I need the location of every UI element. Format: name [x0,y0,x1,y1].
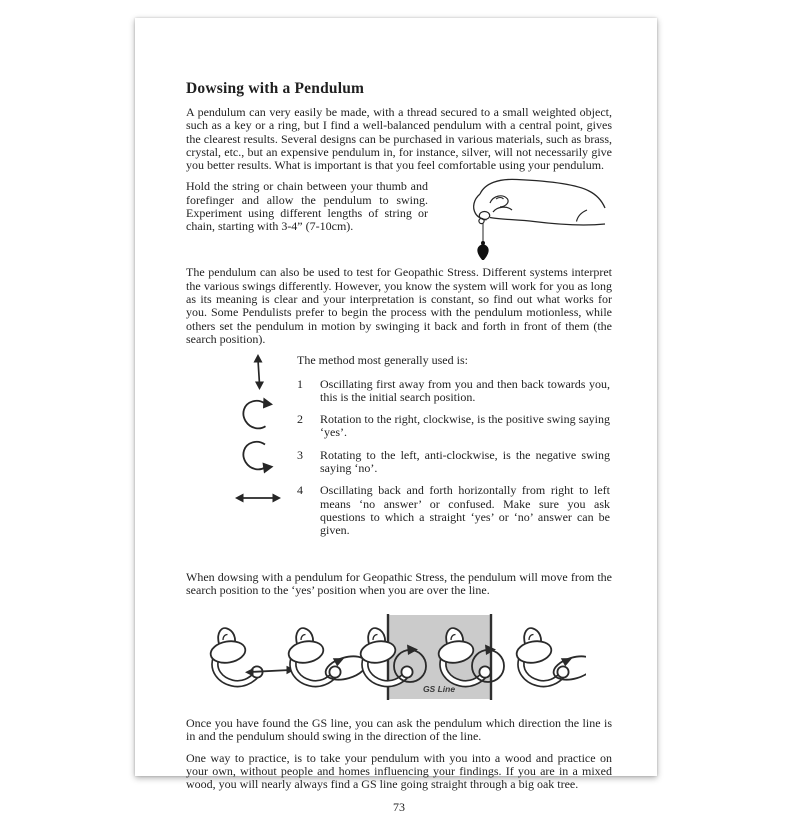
item-text: Oscillating first away from you and then back towards you, this is the initial search position. [320,376,610,404]
ellipse-swing-hand-icon [287,628,369,684]
item-number: 4 [297,483,303,498]
list-item [297,484,612,537]
list-item [297,413,612,440]
hand-holding-pendulum-icon [438,174,606,260]
swing-symbols [228,354,288,546]
practice-paragraph: One way to practice, is to take your pendulum with you into a wood and practice on your own, without people and homes influencing your findings. If you are in a mixed wood, you will nearly always find a GS line going straight through a big oak tree. [186,750,612,792]
horizontal-oscillation-arrow-icon [235,490,281,506]
item-text: Rotation to the right, clockwise, is the positive swing saying ‘yes’. [320,412,610,440]
page-number: 73 [393,799,405,814]
hold-paragraph: Hold the string or chain between your thumb and forefinger and allow the pendulum to swing. Experiment using different lengths of string or chain, starting with 3-4” (7-10cm). [186,179,428,234]
search-swing-hand-icon [209,628,295,684]
method-section [186,354,612,546]
hold-section [186,180,612,260]
intro-paragraph: A pendulum can very easily be made, with a thread secured to a small weighted object, such as a key or a ring, but I find a well-balanced pendulum with a central point, gives the clearest results. Several designs can be purchased in various materials, such as brass, crystal, etc., but an expensive pendulum in, for instance, silver, will not necessarily give you better results. What is important is that you feel comfortable using your pendulum. [186,105,612,173]
list-item [297,378,612,405]
vertical-oscillation-arrow-icon [250,354,266,390]
clockwise-rotation-arrow-icon [239,397,277,433]
page-content [135,18,657,814]
pendulum-sequence-figure [196,613,586,706]
ellipse-swing-hand-icon [515,628,586,684]
once-found-paragraph: Once you have found the GS line, you can ask the pendulum which direction the line is in and the pendulum should swing in the direction of the line. [186,716,612,744]
method-list [297,354,612,546]
anticlockwise-rotation-arrow-icon [239,438,277,474]
item-number: 3 [297,447,303,462]
method-heading: The method most generally used is: [297,353,468,368]
book-page [135,18,657,814]
item-text: Rotating to the left, anti-clockwise, is the negative swing saying ‘no’. [320,447,610,476]
item-number: 1 [297,376,303,391]
list-item [297,449,612,476]
when-dowsing-paragraph: When dowsing with a pendulum for Geopathic Stress, the pendulum will move from the search position to the ‘yes’ position when you are over the line. [186,569,612,597]
item-number: 2 [297,412,303,427]
page-title: Dowsing with a Pendulum [186,80,365,97]
item-text: Oscillating back and forth horizontally from right to left means ‘no answer’ or confused. Make sure you ask questions to which a straight ‘yes’ or ‘no’ answer can be given. [320,483,610,538]
gs-line-label: GS Line [422,684,456,695]
geopathic-paragraph: The pendulum can also be used to test for Geopathic Stress. Different systems interpret the various swings differently. However, you know the system will work for you as long as its meaning is clear and your interpretation is constant, so find out what works for you. Some Pendulists prefer to begin the process with the pendulum motionless, while others set the pendulum in motion by swinging it back and forth in front of them (the search position). [186,265,612,346]
